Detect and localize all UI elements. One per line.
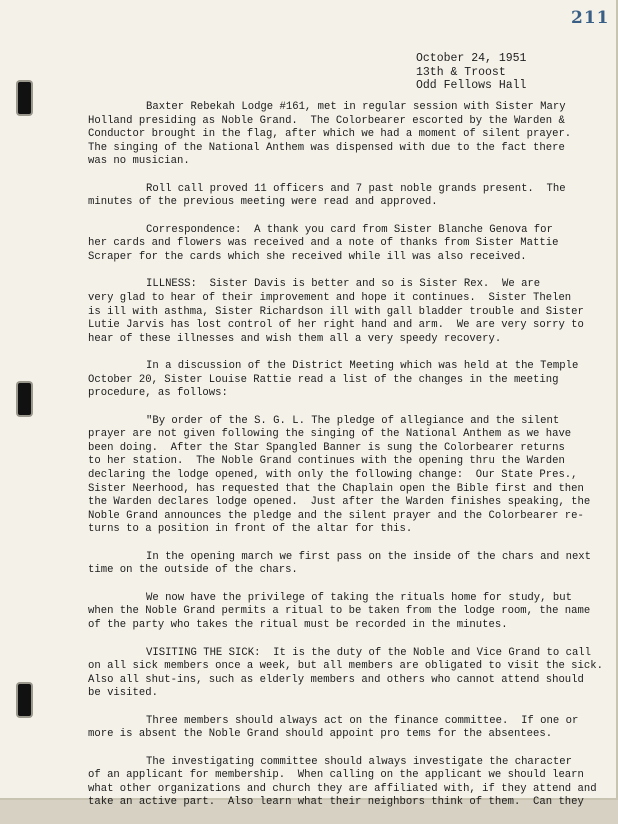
minutes-body: [88, 101, 603, 824]
paragraph-opening: [88, 101, 588, 169]
text-line: to her station. The Noble Grand continues with the opening thru the Warden: [88, 455, 565, 468]
text-line: be visited.: [88, 687, 158, 700]
text-line: In the opening march we first pass on the inside of the chars and next: [146, 550, 592, 563]
text-line: Three members should always act on the finance committee. If one or: [146, 714, 579, 727]
text-line: take an active part. Also learn what their neighbors think of them. Can they: [88, 796, 584, 809]
text-line: of the party who takes the ritual must be recorded in the minutes.: [88, 618, 508, 631]
text-line: "By order of the S. G. L. The pledge of allegiance and the silent: [146, 414, 560, 427]
binder-hole-top: [18, 82, 31, 114]
text-line: prayer are not given following the singing of the National Anthem as we have: [88, 428, 572, 441]
text-line: been doing. After the Star Spangled Banner is sung the Colorbearer returns: [88, 441, 565, 454]
text-line: Also all shut-ins, such as elderly members and others who cannot attend should: [88, 673, 584, 686]
text-line: In a discussion of the District Meeting which was held at the Temple: [146, 360, 579, 373]
dateline-address: 13th & Troost: [416, 65, 506, 79]
paragraph-investigating: [88, 755, 597, 810]
text-line: ILLNESS: Sister Davis is better and so is Sister Rex. We are: [146, 278, 541, 291]
dateline: [416, 52, 526, 93]
text-line: The singing of the National Anthem was dispensed with due to the fact there: [88, 141, 565, 154]
text-line: when the Noble Grand permits a ritual to be taken from the lodge room, the name: [88, 605, 591, 618]
text-line: Noble Grand announces the pledge and the silent prayer and the Colorbearer re-: [88, 509, 584, 522]
text-line: The investigating committee should always investigate the character: [146, 755, 572, 768]
text-line: her cards and flowers was received and a note of thanks from Sister Mattie: [88, 237, 559, 250]
text-line: on all sick members once a week, but all members are obligated to visit the sick.: [88, 660, 603, 673]
paragraph-correspondence: [88, 224, 588, 265]
text-line: Holland presiding as Noble Grand. The Colorbearer escorted by the Warden &: [88, 114, 565, 127]
paragraph-district-meeting: [88, 360, 588, 401]
text-line: October 20, Sister Louise Rattie read a list of the changes in the meeting: [88, 373, 559, 386]
text-line: procedure, as follows:: [88, 387, 228, 400]
paragraph-sgl-order: [88, 414, 591, 537]
page-number: 211: [571, 8, 610, 28]
text-line: of an applicant for membership. When calling on the applicant we should learn: [88, 769, 584, 782]
text-line: is ill with asthma, Sister Richardson ill with gall bladder trouble and Sister: [88, 305, 584, 318]
binder-hole-middle: [18, 383, 31, 415]
binder-hole-bottom: [18, 684, 31, 716]
text-line: turns to a position in front of the altar for this.: [88, 523, 413, 536]
text-line: minutes of the previous meeting were read and approved.: [88, 196, 438, 209]
text-line: time on the outside of the chars.: [88, 564, 298, 577]
text-line: Roll call proved 11 officers and 7 past noble grands present. The: [146, 182, 566, 195]
text-line: We now have the privilege of taking the rituals home for study, but: [146, 591, 572, 604]
dateline-date: October 24, 1951: [416, 52, 527, 65]
paragraph-rituals: [88, 591, 591, 633]
paragraph-illness: [88, 278, 588, 346]
text-line: Correspondence: A thank you card from Sister Blanche Genova for: [146, 223, 553, 236]
text-line: what other organizations and church they are affiliated with, if they attend and: [88, 782, 597, 795]
text-line: declaring the lodge opened, with only the following change: Our State Pres.,: [88, 469, 578, 482]
paragraph-finance: [88, 715, 588, 742]
dateline-venue: Odd Fellows Hall: [416, 79, 527, 92]
text-line: hear of these illnesses and wish them all a very speedy recovery.: [88, 332, 502, 345]
text-line: VISITING THE SICK: It is the duty of the Noble and Vice Grand to call: [146, 646, 592, 659]
paragraph-opening-march: [88, 550, 592, 578]
text-line: more is absent the Noble Grand should appoint pro tems for the absentees.: [88, 728, 553, 741]
text-line: very glad to hear of their improvement and hope it continues. Sister Thelen: [88, 292, 572, 305]
text-line: Lutie Jarvis has lost control of her right hand and arm. We are very sorry to: [88, 319, 584, 332]
text-line: Scraper for the cards which she received while ill was also received.: [88, 250, 527, 263]
text-line: Sister Neerhood, has requested that the Chaplain open the Bible first and then: [88, 482, 584, 495]
text-line: Conductor brought in the flag, after which we had a moment of silent prayer.: [88, 128, 572, 141]
text-line: the Warden declares lodge opened. Just after the Warden finishes speaking, the: [88, 496, 591, 509]
paragraph-visiting-sick: [88, 646, 603, 701]
paragraph-roll-call: [88, 183, 588, 210]
text-line: was no musician.: [88, 155, 190, 168]
text-line: Baxter Rebekah Lodge #161, met in regular session with Sister Mary: [146, 101, 566, 113]
